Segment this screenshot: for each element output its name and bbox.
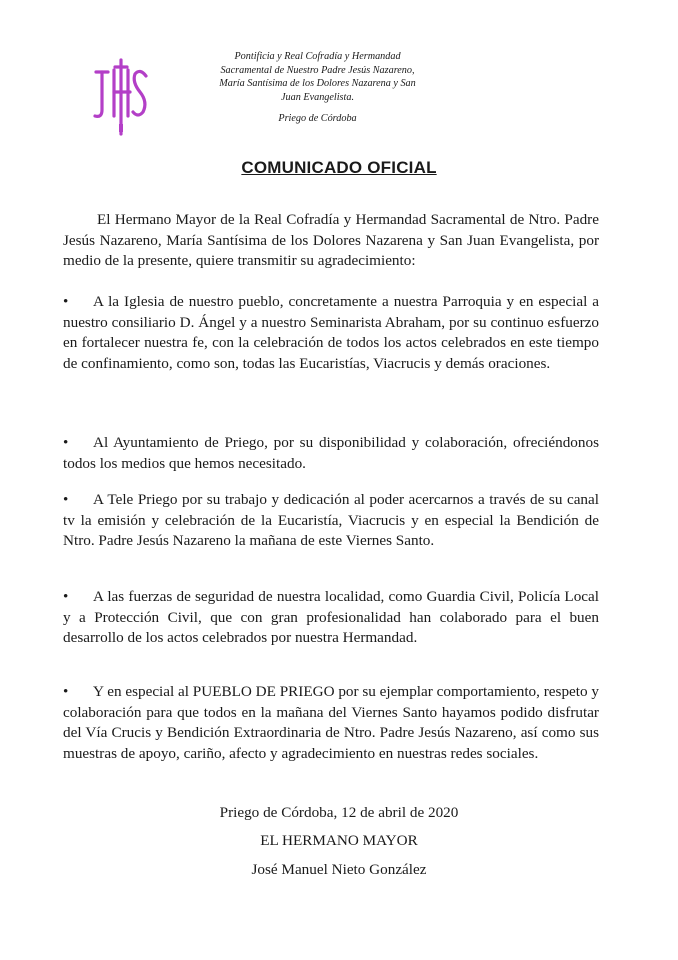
bullet-text: A Tele Priego por su trabajo y dedicación al poder acercarnos a través de su canal tv la emisión y celebración de la Eucaristía, Viacrucis y en especial la Bendición de Ntro. Padre Jesús Nazareno la mañana de este Viernes Santo.: [63, 491, 599, 550]
bullet-text: Y en especial al PUEBLO DE PRIEGO por su ejemplar comportamiento, respeto y colaboración para que todos en la mañana del Viernes Santo hayamos podido disfrutar del Vía Crucis y Bendición Extraordinaria de Ntro. Padre Jesús Nazareno, así como sus muestras de apoyo, cariño, afecto y agradecimiento en nuestras redes sociales.: [63, 683, 599, 762]
bullet-item: [63, 682, 599, 764]
brotherhood-header: [205, 50, 430, 126]
bullet-icon: •: [63, 293, 69, 310]
header-line: Sacramental de Nuestro Padre Jesús Nazareno,: [220, 64, 415, 76]
header-line: Juan Evangelista.: [281, 91, 354, 103]
bullet-item: [63, 292, 599, 374]
header-city: Priego de Córdoba: [278, 113, 357, 125]
bullet-item: [63, 433, 599, 474]
bullet-item: [63, 490, 599, 552]
bullet-text: A la Iglesia de nuestro pueblo, concretamente a nuestra Parroquia y en especial a nuestro consiliario D. Ángel y a nuestro Seminarista Abraham, por su continuo esfuerzo en fortalecer nuestra fe, con la celebración de todos los actos celebrados en este tiempo de confinamiento, como son, todas las Eucaristías, Viacrucis y demás oraciones.: [63, 293, 599, 372]
bullet-icon: •: [63, 434, 69, 451]
brotherhood-logo-icon: [88, 58, 152, 136]
signatory-name: José Manuel Nieto González: [251, 861, 427, 878]
closing-role: EL HERMANO MAYOR: [260, 832, 418, 849]
bullet-item: [63, 587, 599, 649]
intro-paragraph: El Hermano Mayor de la Real Cofradía y Hermandad Sacramental de Ntro. Padre Jesús Nazareno, María Santísima de los Dolores Nazarena y San Juan Evangelista, por medio de la presente, quiere transmitir su agradecimiento:: [63, 211, 599, 270]
header-line: Pontificia y Real Cofradía y Hermandad: [234, 51, 401, 62]
bullet-text: Al Ayuntamiento de Priego, por su disponibilidad y colaboración, ofreciéndonos todos los medios que hemos necesitado.: [63, 434, 599, 472]
closing-place-date: Priego de Córdoba, 12 de abril de 2020: [219, 804, 459, 821]
bullet-icon: •: [63, 683, 69, 700]
page-title: COMUNICADO OFICIAL: [241, 158, 437, 177]
bullet-icon: •: [63, 588, 69, 605]
bullet-icon: •: [63, 491, 69, 508]
header-line: María Santísima de los Dolores Nazarena y San: [219, 78, 416, 90]
bullet-text: A las fuerzas de seguridad de nuestra localidad, como Guardia Civil, Policía Local y a Protección Civil, que con gran profesionalidad han colaborado para el buen desarrollo de los actos celebrados por nuestra Hermandad.: [63, 588, 599, 647]
